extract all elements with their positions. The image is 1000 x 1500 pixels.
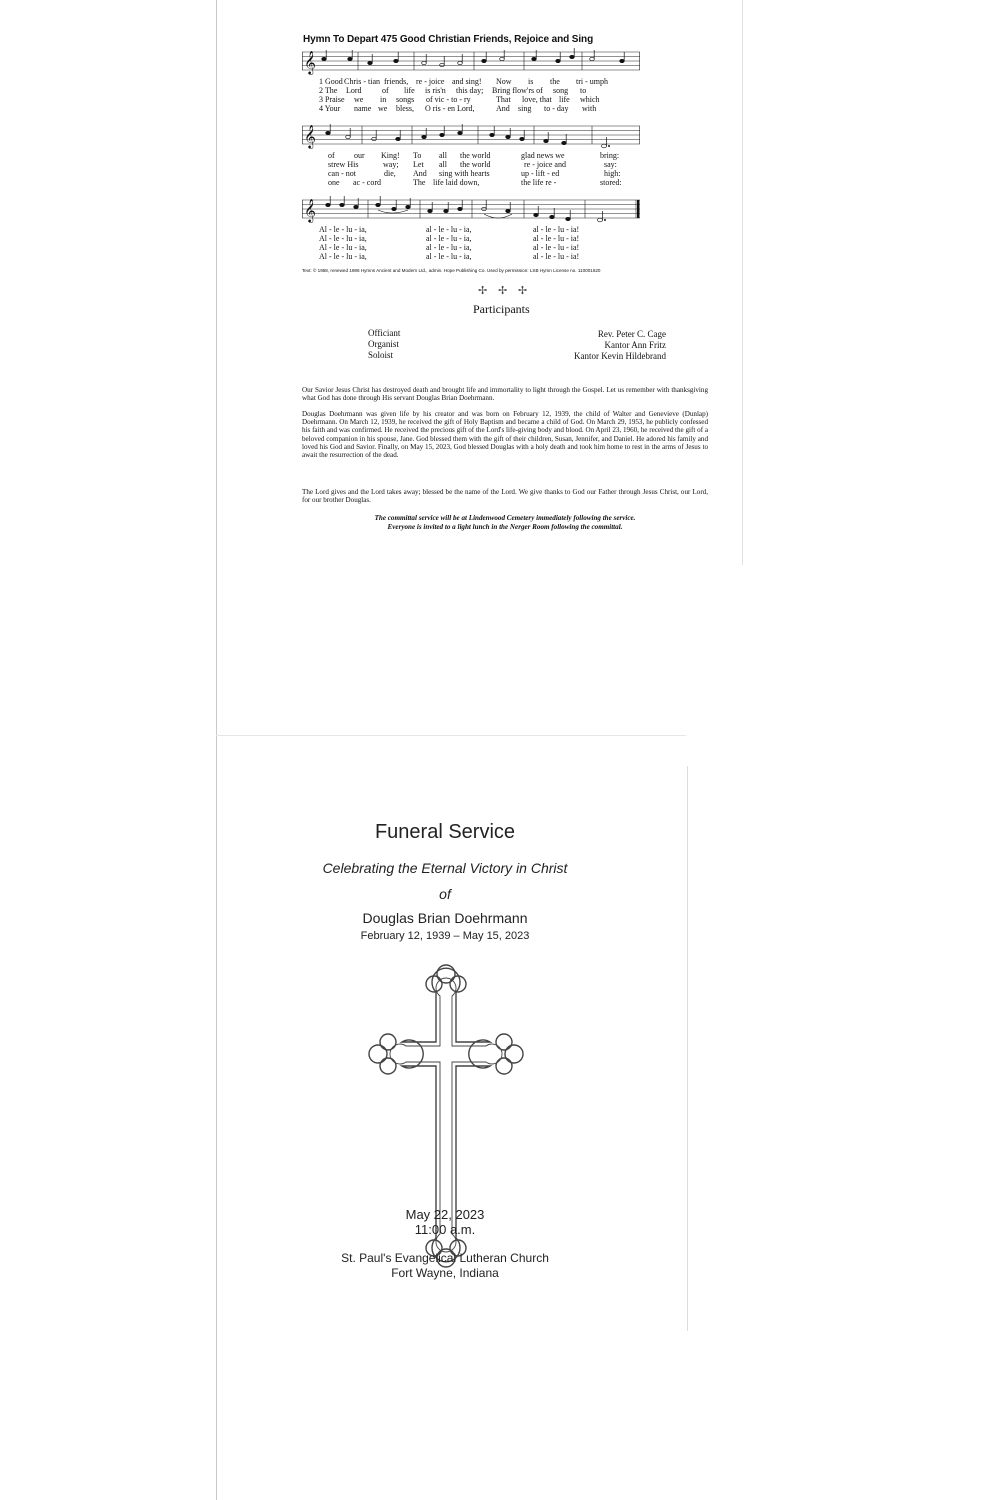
page-separator xyxy=(216,735,686,736)
participant-name: Rev. Peter C. Cage xyxy=(597,329,666,339)
church-location: Fort Wayne, Indiana xyxy=(391,1266,499,1280)
participant-name: Kantor Kevin Hildebrand xyxy=(574,351,666,361)
lyric-syllable: life xyxy=(404,86,415,95)
svg-text:𝄞: 𝄞 xyxy=(304,198,316,222)
lyric-syllable: Lord xyxy=(346,86,362,95)
lyric-syllable: love, that xyxy=(522,95,552,104)
lyric-syllable: our xyxy=(354,151,365,160)
lyric-syllable: 2 The xyxy=(319,86,338,95)
music-staff-2 xyxy=(302,120,640,150)
church-name: St. Paul's Evangelical Lutheran Church xyxy=(341,1251,549,1265)
lyric-syllable: we xyxy=(354,95,364,104)
lyric-syllable: Al - le - lu - ia, xyxy=(319,234,367,243)
service-subtitle: Celebrating the Eternal Victory in Christ xyxy=(322,860,568,876)
participant-role: Organist xyxy=(368,339,399,349)
music-staff-1 xyxy=(302,48,640,76)
music-system-3 xyxy=(302,194,640,266)
deceased-name: Douglas Brian Doehrmann xyxy=(362,910,528,926)
lyric-syllable: songs xyxy=(396,95,415,104)
lyric-syllable: 4 Your xyxy=(319,104,341,113)
lyric-syllable: al - le - lu - ia! xyxy=(533,225,580,234)
lyric-syllable: strew His xyxy=(328,160,359,169)
lyric-syllable: Let xyxy=(413,160,424,169)
svg-text:𝄞: 𝄞 xyxy=(304,124,316,148)
lyric-syllable: bless, xyxy=(396,104,414,113)
lyric-syllable: To xyxy=(413,151,422,160)
of-text: of xyxy=(439,886,451,902)
lunch-note: Everyone is invited to a light lunch in the Nerger Room following the committal. xyxy=(387,523,623,531)
lyric-syllable: high: xyxy=(604,169,621,178)
lyric-syllable: stored: xyxy=(600,178,622,187)
lyric-line xyxy=(302,86,640,95)
lyric-syllable: 3 Praise xyxy=(319,95,345,104)
hymn-title: Hymn To Depart 475 Good Christian Friends, Rejoice and Sing xyxy=(303,34,594,45)
lyric-syllable: friends, xyxy=(384,77,409,86)
lyric-syllable: Al - le - lu - ia, xyxy=(319,243,367,252)
bulletin-page-hymn xyxy=(218,0,743,735)
lyric-syllable: up - lift - ed xyxy=(521,169,560,178)
lyric-syllable: all xyxy=(439,160,447,169)
lyric-line xyxy=(302,160,640,169)
lyric-syllable: re - joice xyxy=(416,77,445,86)
lyric-line xyxy=(302,225,640,234)
participant-role: Soloist xyxy=(368,350,394,360)
music-system-2 xyxy=(302,120,640,194)
lyric-syllable: glad news we xyxy=(521,151,565,160)
lyric-syllable: song xyxy=(553,86,569,95)
service-time: 11:00 a.m. xyxy=(414,1222,476,1237)
thanksgiving-paragraph: The Lord gives and the Lord takes away; blessed be the name of the Lord. We give thanks to God our Father through Jesus Christ, our Lord, for our brother Douglas. xyxy=(302,488,708,505)
lyric-syllable: Al - le - lu - ia, xyxy=(319,225,367,234)
lyric-syllable: of xyxy=(382,86,389,95)
lyric-syllable: 1 Good xyxy=(319,77,343,86)
svg-text:𝄞: 𝄞 xyxy=(304,50,316,74)
service-title: Funeral Service xyxy=(374,821,516,843)
biography-paragraph: Douglas Doehrmann was given life by his creator and was born on February 12, 1939, the child of Walter and Genevieve (Dunlap) Doehrmann. On March 12, 1939, he received the gift of Holy Baptism and became a child of God. On March 29, 1953, he publicly confessed his faith and was confirmed. He received the precious gift of the Lord's life-giving body and blood. On April 23, 1960, he received the gift of a beloved companion in his spouse, Jane. God blessed them with the gift of their children, Susan, Jennifer, and Daniel. He adored his family and loved his God and Savior. Finally, on May 15, 2023, God blessed Douglas with a holy death and took him home to rest in the arms of Jesus to await the resurrection of the dead. xyxy=(302,410,708,460)
lyric-syllable: re - joice and xyxy=(524,160,566,169)
lyric-line xyxy=(302,243,640,252)
lyric-syllable: The xyxy=(413,178,426,187)
music-staff-3 xyxy=(302,194,640,224)
lyric-line xyxy=(302,151,640,160)
lyric-syllable: die, xyxy=(384,169,396,178)
cross-divider: ✢ ✢ ✢ xyxy=(478,285,532,297)
lyric-syllable: one xyxy=(328,178,340,187)
lyric-syllable: to - day xyxy=(544,104,569,113)
lyric-syllable: al - le - lu - ia! xyxy=(533,234,580,243)
lyric-syllable: the world xyxy=(460,151,491,160)
lyric-line xyxy=(302,95,640,104)
lyric-syllable: ac - cord xyxy=(353,178,381,187)
lyric-syllable: al - le - lu - ia! xyxy=(533,243,580,252)
lyric-syllable: life laid down, xyxy=(433,178,480,187)
lyric-syllable: That xyxy=(496,95,511,104)
lyric-line xyxy=(302,104,640,113)
lyric-syllable: al - le - lu - ia, xyxy=(426,225,472,234)
page-edge-left xyxy=(216,0,217,1500)
lyric-syllable: is xyxy=(528,77,534,86)
hymn-copyright: Text: © 1958, renewed 1986 Hymns Ancient and Modern Ltd., admin. Hope Publishing Co. Used by permission: LSB Hymn License no. 110001620 xyxy=(302,268,601,273)
lyric-line xyxy=(302,178,640,187)
participant-role: Officiant xyxy=(368,328,401,338)
lyric-syllable: al - le - lu - ia, xyxy=(426,234,472,243)
lyric-syllable: bring: xyxy=(600,151,620,160)
lyric-syllable: of vic - to - ry xyxy=(426,95,471,104)
lyric-syllable: sing xyxy=(518,104,532,113)
lyric-syllable: O ris - en Lord, xyxy=(425,104,475,113)
lyric-syllable: King! xyxy=(381,151,400,160)
lyric-syllable: in xyxy=(380,95,387,104)
service-date: May 22, 2023 xyxy=(405,1207,485,1222)
lyric-syllable: can - not xyxy=(328,169,356,178)
lyric-syllable: al - le - lu - ia, xyxy=(426,252,472,261)
lyric-syllable: say: xyxy=(604,160,617,169)
lyric-syllable: al - le - lu - ia, xyxy=(426,243,472,252)
lyric-syllable: And xyxy=(413,169,427,178)
lyric-syllable: this day; xyxy=(456,86,484,95)
lyric-syllable: tri - umph xyxy=(576,77,608,86)
lyric-syllable: Bring flow'rs of xyxy=(492,86,543,95)
lyric-syllable: name xyxy=(354,104,372,113)
lyric-syllable: al - le - lu - ia! xyxy=(533,252,580,261)
lyric-syllable: is ris'n xyxy=(425,86,446,95)
lyric-syllable: all xyxy=(439,151,447,160)
bulletin-cover-page xyxy=(218,764,688,1500)
lyric-syllable: Now xyxy=(496,77,512,86)
lyric-syllable: we xyxy=(378,104,388,113)
lyric-syllable: which xyxy=(580,95,600,104)
lyric-syllable: the life re - xyxy=(521,178,557,187)
lyric-syllable: sing with hearts xyxy=(439,169,490,178)
lyric-syllable: life xyxy=(559,95,570,104)
lyric-syllable: Al - le - lu - ia, xyxy=(319,252,367,261)
lyric-syllable: Chris - tian xyxy=(344,77,380,86)
lyric-line xyxy=(302,252,640,261)
lyric-syllable: And xyxy=(496,104,510,113)
opening-paragraph: Our Savior Jesus Christ has destroyed death and brought life and immortality to light through the Gospel. Let us remember with thanksgiving what God has done through His servant Douglas Brian Doehrmann. xyxy=(302,386,708,403)
participants-heading: Participants xyxy=(473,302,530,316)
committal-note: The committal service will be at Lindenwood Cemetery immediately following the service. xyxy=(374,514,636,522)
lyric-syllable: way; xyxy=(383,160,399,169)
participant-name: Kantor Ann Fritz xyxy=(604,340,666,350)
music-system-1 xyxy=(302,48,640,120)
life-dates: February 12, 1939 – May 15, 2023 xyxy=(360,930,530,942)
lyric-syllable: the world xyxy=(460,160,491,169)
lyric-line xyxy=(302,169,640,178)
lyric-syllable: to xyxy=(580,86,587,95)
lyric-syllable: and sing! xyxy=(452,77,482,86)
lyric-syllable: the xyxy=(550,77,560,86)
lyric-line xyxy=(302,234,640,243)
lyric-syllable: with xyxy=(582,104,597,113)
lyric-line xyxy=(302,77,640,86)
lyric-syllable: of xyxy=(328,151,335,160)
